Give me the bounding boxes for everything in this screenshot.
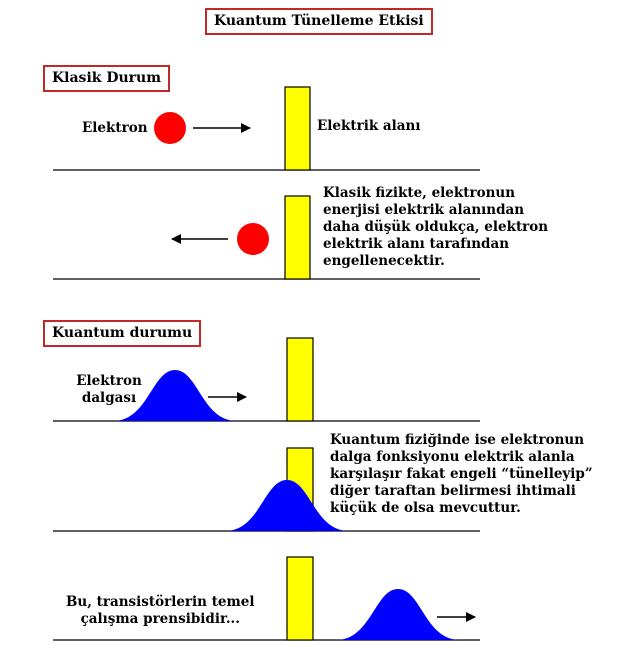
wave-label — [76, 373, 142, 407]
quantum-explanation-line: dalga fonksiyonu elektrik alanla — [330, 449, 575, 465]
conclusion-line: Bu, transistörlerin temel — [66, 594, 255, 610]
wave-label-line: Elektron — [76, 373, 142, 389]
classical-explanation-line: Klasik fizikte, elektronun — [323, 185, 516, 201]
quantum-heading: Kuantum durumu — [43, 320, 201, 347]
electric-field-label: Elektrik alanı — [317, 118, 421, 134]
electron-particle-1 — [154, 112, 186, 144]
electric-field-barrier-2 — [285, 196, 310, 279]
electron-label: Elektron — [82, 120, 148, 136]
classical-explanation — [323, 185, 548, 270]
conclusion-line: çalışma prensibidir... — [80, 611, 240, 627]
quantum-explanation-line: diğer taraftan belirmesi ihtimali — [330, 483, 576, 499]
quantum-explanation-line: Kuantum fiziğinde ise elektronun — [330, 432, 585, 448]
classical-heading: Klasik Durum — [43, 65, 170, 92]
classical-explanation-line: enerjisi elektrik alanından — [323, 202, 525, 218]
wave-label-line: dalgası — [81, 390, 137, 406]
classical-explanation-line: elektrik alanı tarafından — [323, 236, 510, 252]
conclusion-text — [66, 594, 255, 628]
diagram-title: Kuantum Tünelleme Etkisi — [205, 8, 433, 35]
quantum-explanation — [330, 432, 593, 517]
quantum-explanation-line: karşılaşır fakat engeli “tünelleyip” — [330, 466, 593, 482]
classical-explanation-line: engellenecektir. — [323, 253, 445, 269]
electric-field-barrier-1 — [285, 87, 310, 170]
electron-particle-2 — [237, 223, 269, 255]
electron-wave-packet-5 — [336, 589, 460, 640]
electric-field-barrier-3 — [287, 338, 313, 421]
quantum-explanation-line: küçük de olsa mevcuttur. — [330, 500, 521, 516]
classical-explanation-line: daha düşük oldukça, elektron — [323, 219, 549, 235]
electric-field-barrier-5 — [287, 557, 313, 640]
